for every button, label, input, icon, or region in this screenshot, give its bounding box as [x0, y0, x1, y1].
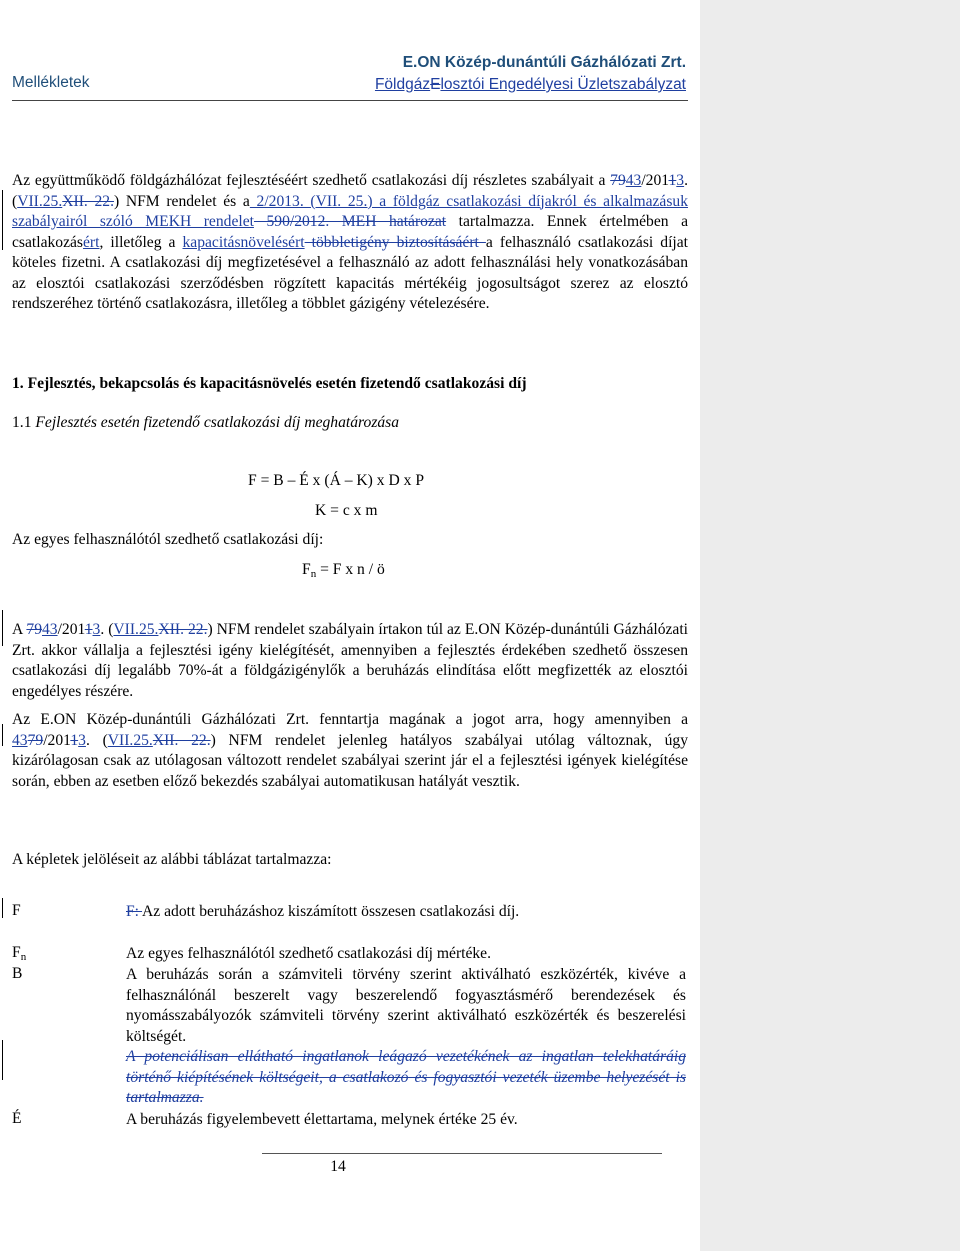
comment-margin: [700, 0, 960, 1251]
nfm-text: ) NFM rendelet és a: [113, 192, 250, 210]
inserted-digit: 3: [92, 621, 101, 638]
deleted-date: XII. 22.: [158, 621, 208, 638]
inserted-digit: 3: [78, 731, 86, 749]
intro-text-c: , illetőleg a: [99, 233, 183, 251]
definition-f: [126, 902, 686, 923]
p3-rest: ) NFM rendelet jelenleg hatályos szabályai utólag változnak, úgy kizárólagosan csak az utólagosan változott rendelet szabályai szerint jár el a fejlesztési igények kielégítése során, ebben az esetben előző bekezdés szabályai automatikusan hatályát vesztik.: [12, 731, 688, 790]
formula-f: F = B – É x (Á – K) x D x P: [248, 472, 425, 489]
intro-text-d: a felhasználó csatlakozási díjat köteles fizetni. A csatlakozási díj megfizetésével a felhasználó az adott felhasználási hely vonatkozásában az elosztói csatlakozási szerződésben rögzített kapacitás mértékéig jogosultságot szerez az elosztó rendszeréhez történő csatlakozásra, illetőleg a többlet gázigény vételezésére.: [12, 233, 688, 312]
symbol-b: B: [12, 965, 23, 982]
section-1-1-number: 1.1: [12, 414, 36, 431]
inserted-number: 43: [625, 172, 642, 189]
header-policy-deleted: E: [430, 76, 441, 93]
intro-text-cont: tartalmazza. Ennek értelmében a csatlakozás: [12, 213, 688, 251]
inserted-number: 43: [41, 621, 58, 638]
header-divider: [12, 100, 688, 101]
section-1-heading: 1. Fejlesztés, bekapcsolás és kapacitásnövelés esetén fizetendő csatlakozási díj: [12, 375, 527, 392]
symbol-e: É: [12, 1110, 22, 1127]
paren-open: . (: [100, 621, 114, 638]
symbol-f: F: [12, 902, 21, 919]
p2-rest: ) NFM rendelet szabályain írtakon túl az E.ON Közép-dunántúli Gázhálózati Zrt. akkor vállalja a fejlesztési igény kielégítését, amennyiben a fejlesztés érdekében szedhető összesen csatlakozási díj legalább 70%-át a földgázigénylők a beruházás elindítása előtt megfizették az elosztói engedélyes részére.: [12, 621, 688, 700]
inserted-capacity-term: kapacitásnövelésért: [182, 233, 305, 251]
change-bar: [2, 1040, 3, 1080]
symbol-fn-sub: n: [20, 951, 27, 963]
intro-text: Az együttműködő földgázhálózat fejlesztéséért szedhető csatlakozási díj részletes szabályait a: [12, 172, 606, 189]
change-bar: [2, 898, 3, 918]
paragraph-3: [12, 710, 688, 792]
deleted-number: 79: [27, 731, 44, 749]
inserted-date: VII.25.: [17, 192, 63, 210]
p3-a: Az E.ON Közép-dunántúli Gázhálózati Zrt. fenntartja magának a jogot arra, hogy amennyiben a: [12, 711, 688, 728]
change-bar: [2, 190, 3, 250]
definition-b-text: A beruházás során a számviteli törvény szerint aktiválható eszközérték, kivéve a felhasználónál beszerelt vagy beszerelendő fogyasztásmérő berendezések és nyomásszabályozók számviteli törvény szerint aktiválható eszközérték és beszerelési költségét.: [126, 966, 686, 1045]
definition-b-deleted: A potenciálisan ellátható ingatlanok leágazó vezetékének az ingatlan telekhatáráig történő kiépítésének költségeit, a csatlakozó és fogyasztói vezeték üzembe helyezését is tartalmazza.: [126, 1048, 686, 1106]
inserted-number: 43: [12, 731, 28, 749]
header-right: [375, 52, 686, 96]
inserted-date: VII.25.: [113, 621, 159, 638]
symbol-fn-f: F: [12, 944, 21, 961]
formula-fn-rest: = F x n / ö: [316, 561, 385, 578]
page-number: 14: [330, 1158, 346, 1175]
header-company: E.ON Közép-dunántúli Gázhálózati Zrt.: [402, 54, 686, 71]
header-policy: [375, 74, 686, 96]
deleted-digit: 1: [70, 731, 79, 749]
formula-fn-sub: n: [310, 568, 317, 580]
inserted-digit: 3: [676, 172, 685, 189]
paragraph-2: [12, 620, 688, 702]
change-bar: [2, 610, 3, 646]
formula-fn: [302, 561, 385, 580]
header-policy-inserted: Földgáz: [374, 76, 431, 93]
definition-b: [126, 965, 686, 1109]
header-left-title: Mellékletek: [12, 74, 90, 91]
deleted-decree-reference: 590/2012. MEH határozat: [253, 213, 447, 230]
symbol-fn: [12, 944, 26, 963]
formula-fn-f: F: [302, 561, 311, 578]
deleted-date: XII. 22.: [62, 192, 114, 210]
inserted-decree-reference: 2/2013. (VII. 25.) a földgáz csatlakozási díjakról és alkalmazásuk szabályairól szóló MEKH rendelet: [12, 192, 689, 230]
formula-k: K = c x m: [315, 502, 378, 519]
section-1-1-heading: [12, 414, 399, 432]
deleted-surplus-term: többletigény biztosításáért: [304, 233, 486, 251]
intro-paragraph: [12, 171, 688, 315]
decree-year: /201: [43, 731, 71, 749]
deleted-number: 79: [610, 172, 626, 189]
deleted-digit: 1: [668, 172, 677, 189]
inserted-suffix: ért: [83, 233, 100, 251]
deleted-prefix: F:: [126, 903, 143, 920]
paren-open: . (: [12, 172, 688, 210]
header-policy-rest: losztói Engedélyesi Üzletszabályzat: [440, 76, 686, 93]
decree-year: /201: [641, 172, 669, 189]
change-bar: [2, 724, 3, 746]
definition-e: A beruházás figyelembevett élettartama, melynek értéke 25 év.: [126, 1111, 518, 1128]
inserted-date: VII.25.: [107, 731, 153, 749]
p2-a: A: [12, 621, 27, 638]
table-intro: A képletek jelöléseit az alábbi táblázat tartalmazza:: [12, 851, 332, 868]
footer-divider: [262, 1153, 662, 1154]
deleted-date: XII. 22.: [152, 731, 211, 749]
deleted-digit: 1: [84, 621, 93, 638]
paren-open: . (: [85, 731, 108, 749]
definition-f-text: Az adott beruházáshoz kiszámított összesen csatlakozási díj.: [142, 903, 520, 920]
formula-label: Az egyes felhasználótól szedhető csatlakozási díj:: [12, 531, 324, 548]
definition-fn: Az egyes felhasználótól szedhető csatlakozási díj mértéke.: [126, 945, 492, 962]
section-1-1-title: Fejlesztés esetén fizetendő csatlakozási díj meghatározása: [35, 414, 400, 431]
deleted-number: 79: [26, 621, 42, 638]
decree-year: /201: [57, 621, 85, 638]
